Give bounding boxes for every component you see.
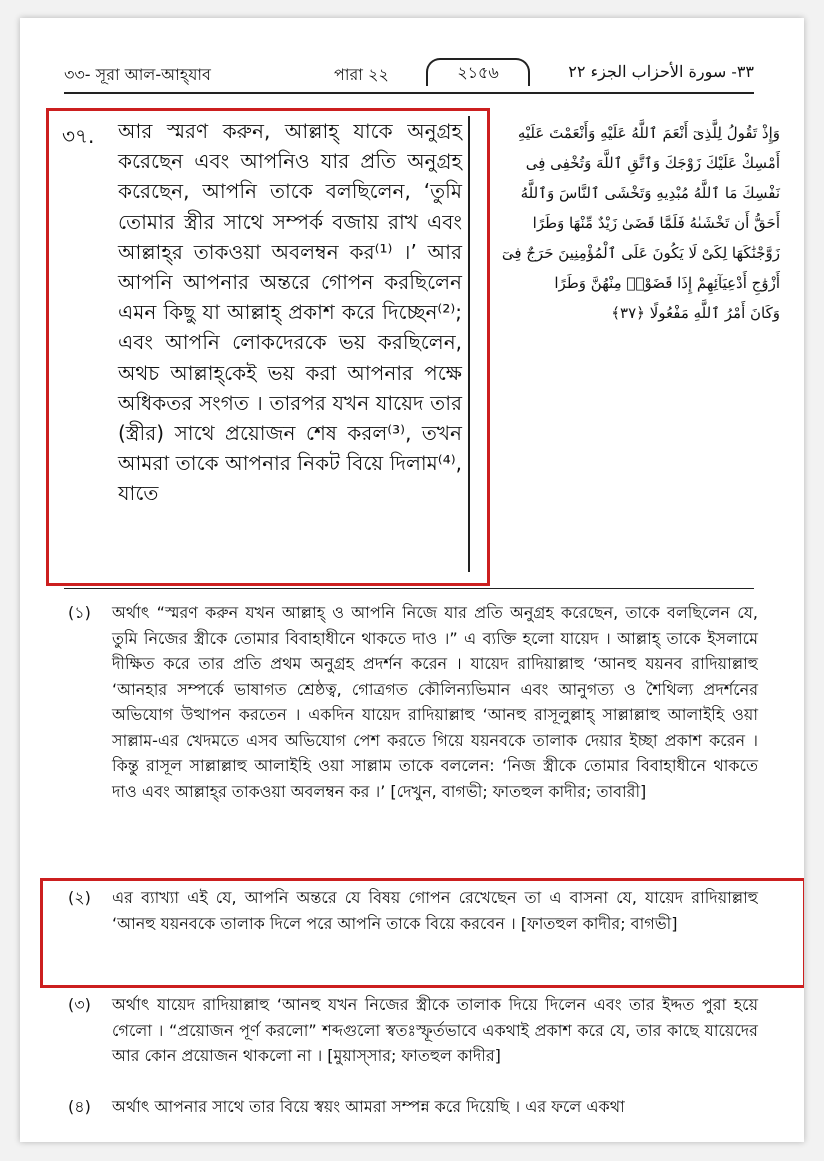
- footnote-text: অর্থাৎ আপনার সাথে তার বিয়ে স্বয়ং আমরা সম্পন্ন করে দিয়েছি । এর ফলে একথা: [112, 1097, 625, 1116]
- header-rule: [64, 92, 754, 94]
- page-header: [64, 56, 754, 96]
- footnote-text: অর্থাৎ যায়েদ রাদিয়াল্লাহু ‘আনহু যখন নিজের স্ত্রীকে তালাক দিয়ে দিলেন এবং তার ইদ্দত পুরা হয়ে গেলো । “প্রয়োজন পূর্ণ করলো” শব্দগুলো স্বতঃস্ফূর্তভাবে একথাই প্রকাশ করে যে, তার কাছে যায়েদের আর কোন প্রয়োজন থাকলো না । [মুয়াস্‌সার; ফাতহুল কাদীর]: [112, 995, 758, 1065]
- verse-translation: আর স্মরণ করুন, আল্লাহ্‌ যাকে অনুগ্রহ করেছেন এবং আপনিও যার প্রতি অনুগ্রহ করেছেন, আপনি তাকে বলছিলেন, ‘তুমি তোমার স্ত্রীর সাথে সম্পর্ক বজায় রাখ এবং আল্লাহ্‌র তাকওয়া অবলম্বন কর⁽¹⁾ ।’ আর আপনি আপনার অন্তরে গোপন করছিলেন এমন কিছু যা আল্লাহ্‌ প্রকাশ করে দিচ্ছেন⁽²⁾; এবং আপনি লোকদেরকে ভয় করছিলেন, অথচ আল্লাহ্‌কেই ভয় করা আপনার পক্ষে অধিকতর সংগত । তারপর যখন যায়েদ তার (স্ত্রীর) সাথে প্রয়োজন শেষ করল⁽³⁾, তখন আমরা তাকে আপনার নিকট বিয়ে দিলাম⁽⁴⁾, যাতে: [118, 119, 462, 506]
- surah-title-arabic: ٣٣- سورة الأحزاب الجزء ٢٢: [568, 62, 754, 81]
- page-number: ২১৫৬: [426, 58, 530, 86]
- column-divider: [468, 116, 470, 572]
- arabic-verse: وَإِذْ تَقُولُ لِلَّذِىٓ أَنْعَمَ ٱللَّهُ عَلَيْهِ وَأَنْعَمْتَ عَلَيْهِ أَمْسِكْ عَلَيْكَ زَوْجَكَ وَٱتَّقِ ٱللَّهَ وَتُخْفِى فِى نَفْسِكَ مَا ٱللَّهُ مُبْدِيهِ وَتَخْشَى ٱلنَّاسَ وَٱللَّهُ أَحَقُّ أَن تَخْشَىٰهُ فَلَمَّا قَضَىٰ زَيْدٌ مِّنْهَا وَطَرًا زَوَّجْنَٰكَهَا لِكَىْ لَا يَكُونَ عَلَى ٱلْمُؤْمِنِينَ حَرَجٌ فِىٓ أَزْوَٰجِ أَدْعِيَآئِهِمْ إِذَا قَضَوْا۟ مِنْهُنَّ وَطَرًا وَكَانَ أَمْرُ ٱللَّهِ مَفْعُولًا ﴿٣٧﴾: [501, 124, 780, 322]
- book-page: [20, 18, 804, 1142]
- footnote-number: (৩): [68, 995, 91, 1014]
- footnote-text: এর ব্যাখ্যা এই যে, আপনি অন্তরে যে বিষয় গোপন রেখেছেন তা এ বাসনা যে, যায়েদ রাদিয়াল্লাহু ‘আনহু যয়নবকে তালাক দিলে পরে আপনি তাকে বিয়ে করবেন । [ফাতহুল কাদীর; বাগভী]: [112, 888, 758, 933]
- footnote-number: (২): [68, 888, 91, 907]
- footnote-text: অর্থাৎ “স্মরণ করুন যখন আল্লাহ্‌ ও আপনি নিজে যার প্রতি অনুগ্রহ করেছেন, তাকে বলছিলেন যে, তুমি নিজের স্ত্রীকে তোমার বিবাহাধীনে থাকতে দাও ।” এ ব্যক্তি হলো যায়েদ । আল্লাহ্‌ তাকে ইসলামে দীক্ষিত করে তার প্রতি প্রথম অনুগ্রহ প্রদর্শন করেন । যায়েদ রাদিয়াল্লাহু ‘আনহু যয়নব রাদিয়াল্লাহু ‘আনহার সম্পর্কে ভাষাগত শ্রেষ্ঠত্ব, গোত্রগত কৌলিন্যভিমান এবং আনুগত্য ও শৈথিল্য প্রদর্শনের অভিযোগ উত্থাপন করতেন । একদিন যায়েদ রাদিয়াল্লাহু ‘আনহু রাসূলুল্লাহ্‌ সাল্লাল্লাহু আলাইহি ওয়া সাল্লাম-এর খেদমতে এসব অভিযোগ পেশ করতে গিয়ে যয়নবকে তালাক দেয়ার ইচ্ছা প্রকাশ করেন । কিন্তু রাসূল সাল্লাল্লাহু আলাইহি ওয়া সাল্লাম তাকে বললেন: ‘নিজ স্ত্রীকে তোমার বিবাহাধীনে থাকতে দাও এবং আল্লাহ্‌র তাকওয়া অবলম্বন কর ।’ [দেখুন, বাগভী; ফাতহুল কাদীর; তাবারী]: [112, 603, 758, 801]
- para-label: পারা ২২: [334, 65, 389, 84]
- surah-title-bengali: ৩৩- সূরা আল-আহ্‌যাব: [64, 65, 211, 84]
- footnote-number: (১): [68, 603, 91, 622]
- verse-number: ৩৭.: [62, 124, 95, 148]
- footnote-number: (৪): [68, 1097, 91, 1116]
- footnote-rule: [64, 588, 754, 589]
